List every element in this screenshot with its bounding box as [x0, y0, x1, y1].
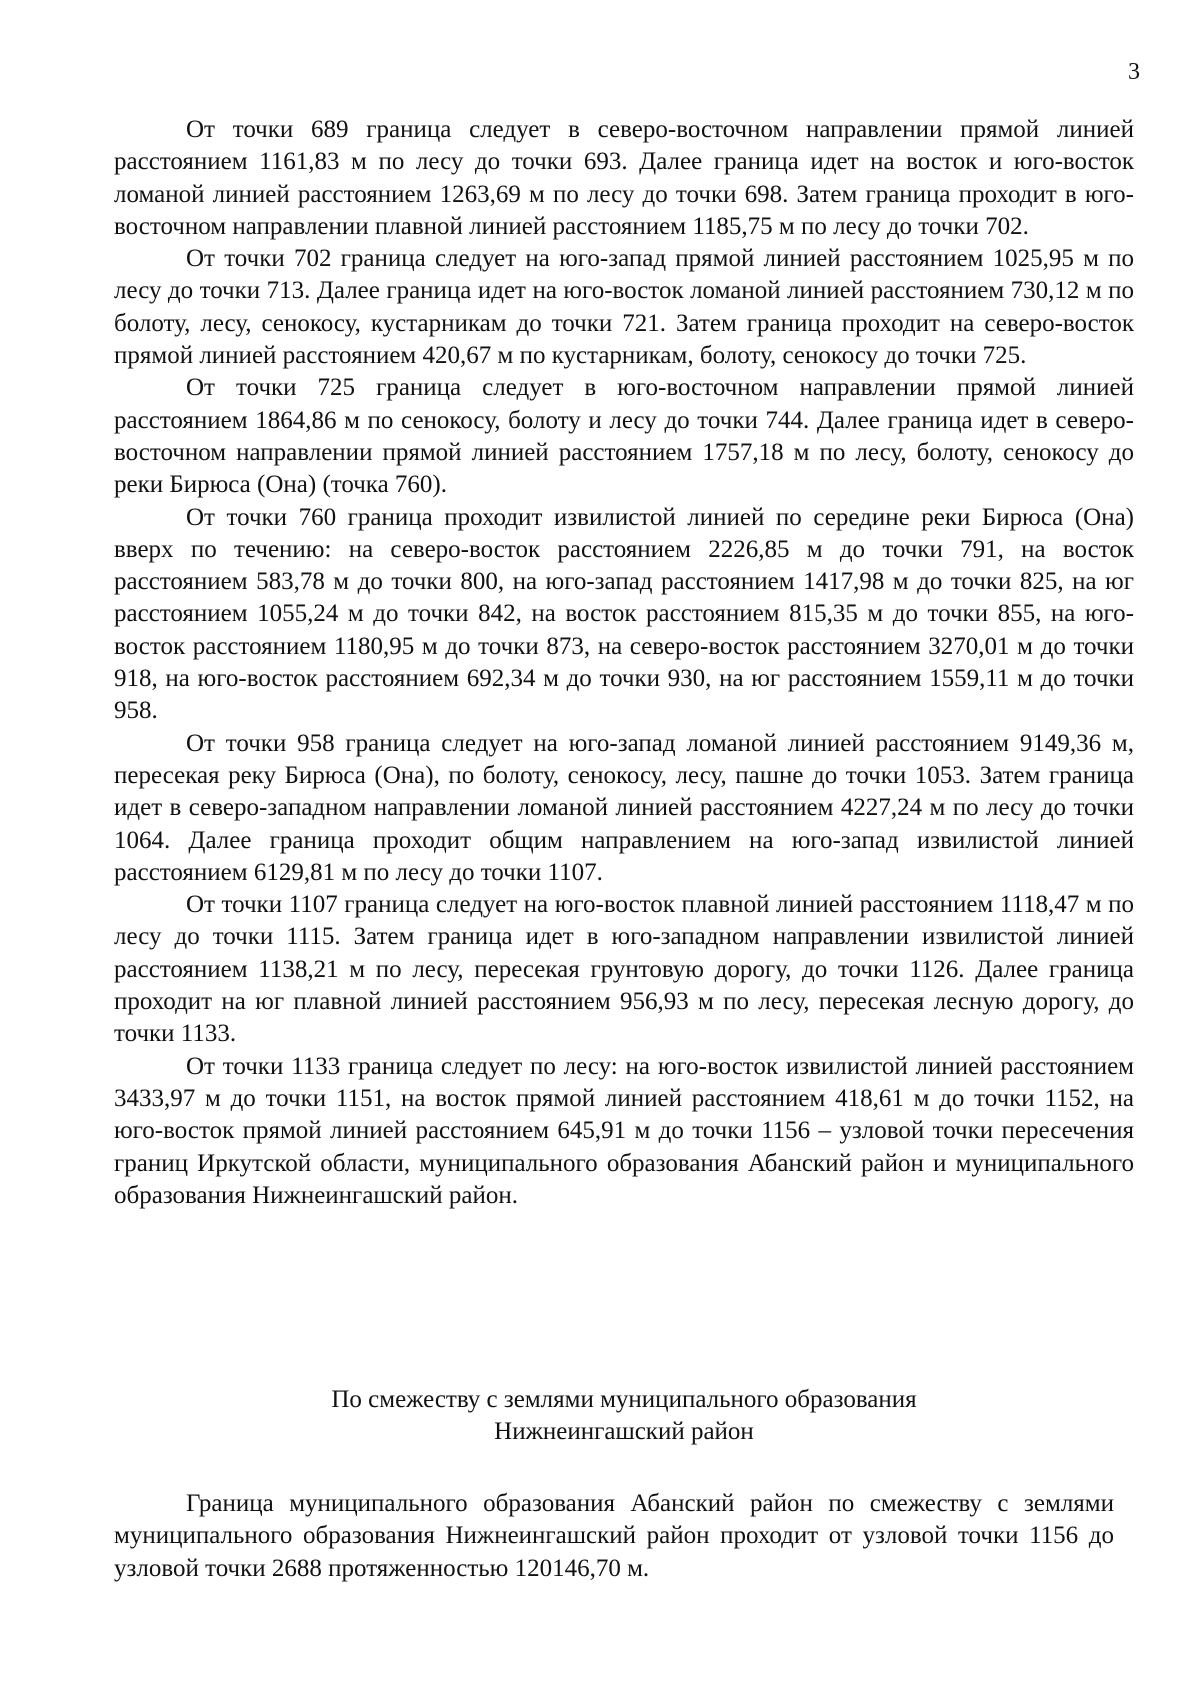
paragraph-point-958: От точки 958 граница следует на юго-запад ломаной линией расстоянием 9149,36 м, пересекая реку Бирюса (Она), по болоту, сенокосу, лесу, пашне до точки 1053. Затем граница идет в северо-западном направлении ломаной линией расстоянием 4227,24 м по лесу до точки 1064. Далее граница проходит общим направлением на юго-запад извилистой линией расстоянием 6129,81 м по лесу до точки 1107.: [114, 729, 1134, 886]
boundary-description: [114, 114, 1134, 1212]
section-heading: [114, 1384, 1134, 1449]
paragraph-point-702: От точки 702 граница следует на юго-запад прямой линией расстоянием 1025,95 м по лесу до точки 713. Далее граница идет на юго-восток ломаной линией расстоянием 730,12 м по болоту, лесу, сенокосу, кустарникам до точки 721. Затем граница проходит на северо-восток прямой линией расстоянием 420,67 м по кустарникам, болоту, сенокосу до точки 725.: [114, 245, 1134, 370]
paragraph-point-689: От точки 689 граница следует в северо-восточном направлении прямой линией расстоянием 1161,83 м по лесу до точки 693. Далее граница идет на восток и юго-восток ломаной линией расстоянием 1263,69 м по лесу до точки 698. Затем граница проходит в юго-восточном направлении плавной линией расстоянием 1185,75 м по лесу до точки 702.: [114, 116, 1134, 240]
section-heading-line-1: По смежеству с землями муниципального образования: [331, 1386, 917, 1413]
page-number: 3: [1128, 59, 1140, 85]
paragraph-point-760: От точки 760 граница проходит извилистой линией по середине реки Бирюса (Она) вверх по течению: на северо-восток расстоянием 2226,85 м до точки 791, на восток расстоянием 583,78 м до точки 800, на юго-запад расстоянием 1417,98 м до точки 825, на юг расстоянием 1055,24 м до точки 842, на восток расстоянием 815,35 м до точки 855, на юго-восток расстоянием 1180,95 м до точки 873, на северо-восток расстоянием 3270,01 м до точки 918, на юго-восток расстоянием 692,34 м до точки 930, на юг расстоянием 1559,11 м до точки 958.: [114, 503, 1134, 725]
section-heading-line-2: Нижнеингашский район: [494, 1418, 754, 1446]
paragraph-point-1133: От точки 1133 граница следует по лесу: на юго-восток извилистой линией расстоянием 3433,97 м до точки 1151, на восток прямой линией расстоянием 418,61 м до точки 1152, на юго-восток прямой линией расстоянием 645,91 м до точки 1156 – узловой точки пересечения границ Иркутской области, муниципального образования Абанский район и муниципального образования Нижнеингашский район.: [114, 1052, 1134, 1209]
paragraph-point-1107: От точки 1107 граница следует на юго-восток плавной линией расстоянием 1118,47 м по лесу до точки 1115. Затем граница идет в юго-западном направлении извилистой линией расстоянием 1138,21 м по лесу, пересекая грунтовую дорогу, до точки 1126. Далее граница проходит на юг плавной линией расстоянием 956,93 м по лесу, пересекая лесную дорогу, до точки 1133.: [114, 891, 1134, 1048]
paragraph-point-725: От точки 725 граница следует в юго-восточном направлении прямой линией расстоянием 1864,86 м по сенокосу, болоту и лесу до точки 744. Далее граница идет в северо-восточном направлении прямой линией расстоянием 1757,18 м по лесу, болоту, сенокосу до реки Бирюса (Она) (точка 760).: [114, 374, 1134, 499]
final-section: [114, 1488, 1114, 1585]
final-paragraph: Граница муниципального образования Абанский район по смежеству с землями муниципального образования Нижнеингашский район проходит от узловой точки 1156 до узловой точки 2688 протяженностью 120146,70 м.: [114, 1490, 1114, 1582]
